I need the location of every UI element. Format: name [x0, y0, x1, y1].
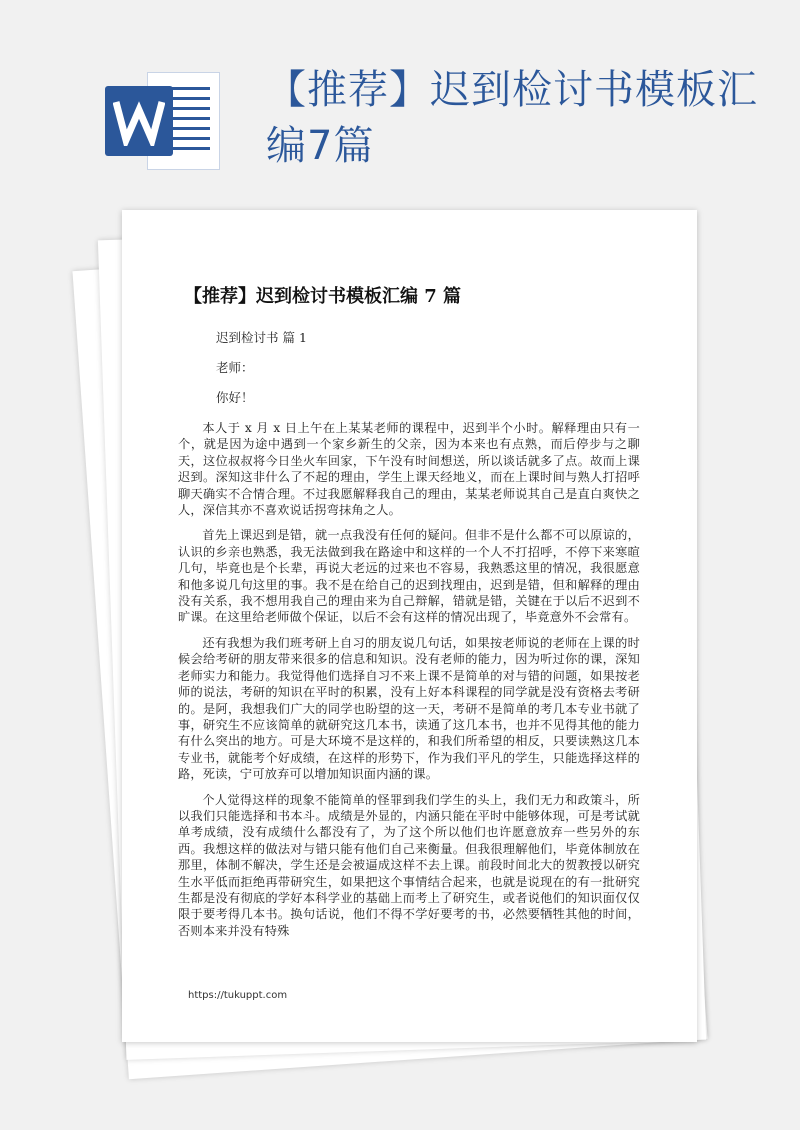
footer-url: https://tukuppt.com — [188, 990, 288, 1001]
section-heading: 迟到检讨书 篇 1 — [216, 330, 307, 345]
greeting: 你好！ — [216, 390, 254, 405]
page-title: 【推荐】迟到检讨书模板汇编7篇 — [266, 67, 758, 169]
word-document-icon — [105, 72, 220, 170]
paragraph-4: 个人觉得这样的现象不能简单的怪罪到我们学生的头上，我们无力和政策斗，所以我们只能选择和书本斗。成绩是外显的，内涵只能在平时中能够体现，可是考试就单考成绩，没有成绩什么都没有了，为了这个所以他们也许愿意放弃一些另外的东西。我想这样的做法对与错只能有他们自己来衡量。但我很理解他们，毕竟体制放在那里，体制不解决，学生还是会被逼成这样不去上课。前段时间北大的贺教授以研究生水平低而拒绝再带研究生，如果把这个事情结合起来，也就是说现在的有一批研究生都是没有彻底的学好本科学业的基础上而考上了研究生，或者说他们的知识面仅仅限于要考得几本书。换句话说，他们不得不学好要考的书，必然要牺牲其他的时间，否则本来并没有特殊 — [178, 792, 640, 938]
word-w-icon — [105, 86, 173, 156]
paragraph-3: 还有我想为我们班考研上自习的朋友说几句话，如果按老师说的老师在上课的时候会给考研的朋友带来很多的信息和知识。没有老师的能力，因为听过你的课，深知老师实力和能力。我觉得他们选择自习不来上课不是简单的对与错的问题，如果按老师的说法，考研的知识在平时的积累，没有上好本科课程的同学就是没有资格去考研的。是阿，我想我们广大的同学也盼望的这一天，考研不是简单的考几本专业书就了事，研究生不应该简单的就研究这几本书，读通了这几本书，也并不见得其他的能力有什么突出的地方。可是大环境不是这样的，和我们所希望的相反，只要读熟这几本专业书，就能考个好成绩，在这样的形势下，作为我们平凡的学生，只能选择这样的路，死读，宁可放弃可以增加知识面内涵的课。 — [178, 635, 640, 782]
document-body — [178, 328, 640, 948]
document-page — [122, 210, 697, 1042]
salutation: 老师： — [216, 360, 254, 375]
document-title: 【推荐】迟到检讨书模板汇编 7 篇 — [184, 286, 462, 307]
paragraph-2: 首先上课迟到是错，就一点我没有任何的疑问。但非不是什么都不可以原谅的，认识的乡亲也熟悉，我无法做到我在路途中和这样的一个人不打招呼，不停下来寒暄几句，毕竟也是个长辈，再说大老远的过来也不容易，我熟悉这里的情况，我很愿意和他多说几句这里的事。我不是在给自己的迟到找理由，迟到是错，但和解释的理由没有关系，我不想用我自己的理由来为自己辩解，错就是错，关键在于以后不迟到不旷课。在这里给老师做个保证，以后不会有这样的情况出现了，毕竟意外不会常有。 — [178, 528, 640, 625]
paragraph-1: 本人于 x 月 x 日上午在上某某老师的课程中，迟到半个小时。解释理由只有一个，就是因为途中遇到一个家乡新生的父亲，因为本来也有点熟，而后停步与之聊天，这位叔叔将今日坐火车回家，下午没有时间想送，所以谈话就多了点。故而上课迟到。深知这非什么了不起的理由，学生上课天经地义，而在上课时间与熟人打招呼聊天确实不合情合理。不过我愿解释我自己的理由，某某老师说其自己是直白爽快之人，深信其亦不喜欢说话拐弯抹角之人。 — [178, 421, 640, 518]
